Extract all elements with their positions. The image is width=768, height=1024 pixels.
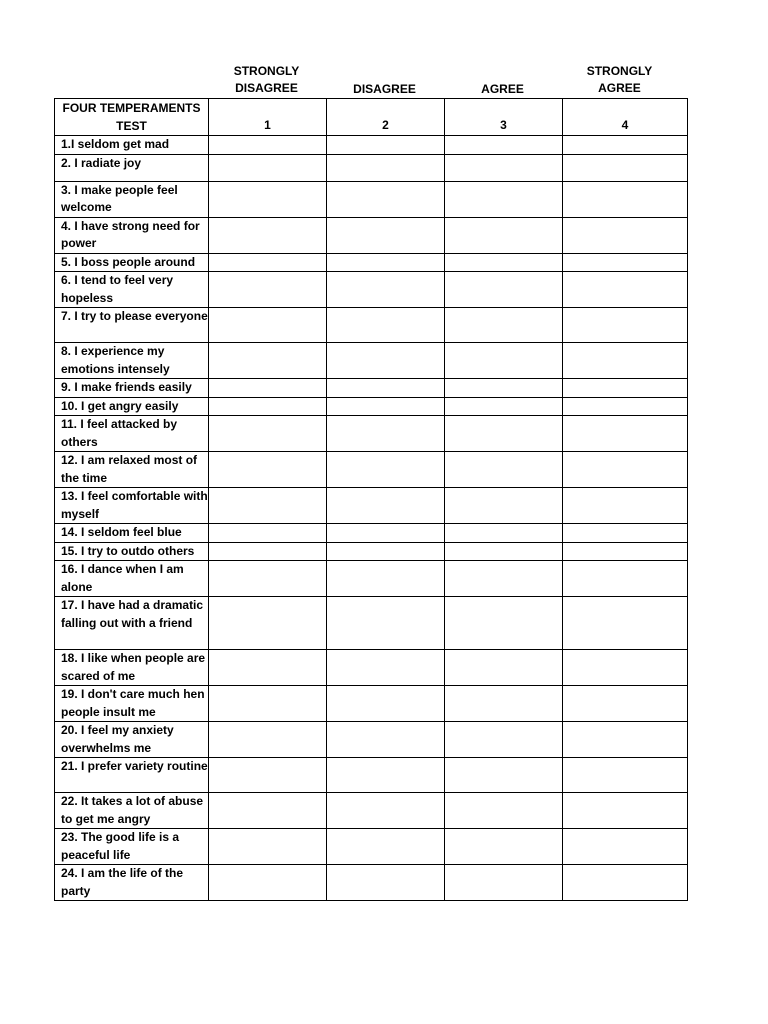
response-cell-2[interactable]: [327, 488, 445, 524]
question-text: 18. I like when people are scared of me: [55, 650, 209, 686]
question-text: 13. I feel comfortable with myself: [55, 488, 209, 524]
table-row: [55, 686, 688, 722]
question-text: 6. I tend to feel very hopeless: [55, 272, 209, 308]
question-text: 3. I make people feel welcome: [55, 181, 209, 217]
response-cell-2[interactable]: [327, 308, 445, 343]
response-cell-1[interactable]: [209, 272, 327, 308]
table-row: [55, 452, 688, 488]
response-cell-3[interactable]: [445, 524, 563, 543]
response-cell-3[interactable]: [445, 308, 563, 343]
table-row: [55, 524, 688, 543]
question-text: 8. I experience my emotions intensely: [55, 343, 209, 379]
table-row: [55, 416, 688, 452]
question-text: 4. I have strong need for power: [55, 217, 209, 253]
question-text: 9. I make friends easily: [55, 379, 209, 398]
response-cell-4[interactable]: [563, 181, 688, 217]
table-row: [55, 722, 688, 758]
response-cell-2[interactable]: [327, 542, 445, 561]
response-cell-4[interactable]: [563, 379, 688, 398]
response-cell-3[interactable]: [445, 542, 563, 561]
question-text: 16. I dance when I am alone: [55, 561, 209, 597]
table-row: [55, 793, 688, 829]
response-cell-4[interactable]: [563, 343, 688, 379]
question-text: 10. I get angry easily: [55, 397, 209, 416]
table-row: [55, 542, 688, 561]
response-cell-1[interactable]: [209, 865, 327, 901]
question-text: 22. It takes a lot of abuse to get me angry: [55, 793, 209, 829]
table-row: [55, 650, 688, 686]
response-cell-4[interactable]: [563, 650, 688, 686]
question-text: 19. I don't care much hen people insult me: [55, 686, 209, 722]
response-cell-1[interactable]: [209, 758, 327, 793]
response-cell-1[interactable]: [209, 416, 327, 452]
table-row: [55, 597, 688, 650]
response-cell-1[interactable]: [209, 561, 327, 597]
table-row: [55, 829, 688, 865]
scale-label-strongly-agree: STRONGLY AGREE: [586, 64, 653, 95]
response-cell-1[interactable]: [209, 452, 327, 488]
response-cell-1[interactable]: [209, 308, 327, 343]
response-cell-3[interactable]: [445, 865, 563, 901]
response-cell-3[interactable]: [445, 416, 563, 452]
response-cell-3[interactable]: [445, 452, 563, 488]
response-cell-3[interactable]: [445, 343, 563, 379]
table-row: [55, 217, 688, 253]
question-text: 15. I try to outdo others: [55, 542, 209, 561]
response-cell-1[interactable]: [209, 488, 327, 524]
response-cell-1[interactable]: [209, 181, 327, 217]
response-cell-4[interactable]: [563, 253, 688, 272]
response-cell-4[interactable]: [563, 597, 688, 650]
response-cell-4[interactable]: [563, 136, 688, 155]
response-cell-2[interactable]: [327, 793, 445, 829]
response-cell-3[interactable]: [445, 397, 563, 416]
response-cell-2[interactable]: [327, 597, 445, 650]
table-row: [55, 181, 688, 217]
table-row: [55, 154, 688, 181]
response-cell-1[interactable]: [209, 793, 327, 829]
response-cell-3[interactable]: [445, 686, 563, 722]
response-cell-4[interactable]: [563, 722, 688, 758]
table-row: [55, 343, 688, 379]
response-cell-2[interactable]: [327, 343, 445, 379]
scale-number-4: 4: [563, 99, 688, 136]
response-cell-3[interactable]: [445, 253, 563, 272]
response-cell-3[interactable]: [445, 136, 563, 155]
question-text: 12. I am relaxed most of the time: [55, 452, 209, 488]
response-cell-3[interactable]: [445, 272, 563, 308]
response-cell-2[interactable]: [327, 154, 445, 181]
response-cell-1[interactable]: [209, 154, 327, 181]
question-text: 23. The good life is a peaceful life: [55, 829, 209, 865]
response-cell-1[interactable]: [209, 379, 327, 398]
table-header-row: [55, 99, 688, 136]
temperament-survey-table: [54, 98, 688, 901]
table-row: [55, 308, 688, 343]
response-cell-4[interactable]: [563, 686, 688, 722]
response-cell-3[interactable]: [445, 488, 563, 524]
table-row: [55, 758, 688, 793]
response-cell-3[interactable]: [445, 722, 563, 758]
response-cell-2[interactable]: [327, 758, 445, 793]
response-cell-3[interactable]: [445, 561, 563, 597]
response-cell-2[interactable]: [327, 217, 445, 253]
response-cell-4[interactable]: [563, 829, 688, 865]
table-row: [55, 272, 688, 308]
question-text: 2. I radiate joy: [55, 154, 209, 181]
response-cell-3[interactable]: [445, 650, 563, 686]
response-cell-2[interactable]: [327, 397, 445, 416]
response-cell-1[interactable]: [209, 253, 327, 272]
scale-number-2: 2: [327, 99, 445, 136]
response-cell-1[interactable]: [209, 650, 327, 686]
table-row: [55, 136, 688, 155]
response-cell-1[interactable]: [209, 542, 327, 561]
question-text: 24. I am the life of the party: [55, 865, 209, 901]
response-cell-2[interactable]: [327, 416, 445, 452]
response-cell-1[interactable]: [209, 597, 327, 650]
table-row: [55, 253, 688, 272]
table-row: [55, 865, 688, 901]
response-cell-2[interactable]: [327, 561, 445, 597]
response-cell-4[interactable]: [563, 561, 688, 597]
response-cell-2[interactable]: [327, 136, 445, 155]
table-row: [55, 379, 688, 398]
response-cell-1[interactable]: [209, 829, 327, 865]
response-cell-4[interactable]: [563, 217, 688, 253]
response-cell-2[interactable]: [327, 524, 445, 543]
response-cell-4[interactable]: [563, 865, 688, 901]
table-row: [55, 397, 688, 416]
scale-label-agree: AGREE: [481, 81, 524, 96]
response-cell-1[interactable]: [209, 524, 327, 543]
scale-label-strongly-disagree: STRONGLY DISAGREE: [233, 64, 300, 95]
response-cell-4[interactable]: [563, 272, 688, 308]
response-cell-3[interactable]: [445, 829, 563, 865]
response-cell-4[interactable]: [563, 452, 688, 488]
response-cell-4[interactable]: [563, 308, 688, 343]
response-cell-4[interactable]: [563, 416, 688, 452]
table-row: [55, 561, 688, 597]
response-cell-1[interactable]: [209, 136, 327, 155]
question-text: 20. I feel my anxiety overwhelms me: [55, 722, 209, 758]
question-text: 14. I seldom feel blue: [55, 524, 209, 543]
response-cell-3[interactable]: [445, 181, 563, 217]
response-cell-1[interactable]: [209, 397, 327, 416]
scale-label-disagree: DISAGREE: [353, 81, 416, 96]
response-cell-2[interactable]: [327, 829, 445, 865]
response-cell-4[interactable]: [563, 397, 688, 416]
response-cell-2[interactable]: [327, 865, 445, 901]
response-cell-2[interactable]: [327, 253, 445, 272]
question-text: 5. I boss people around: [55, 253, 209, 272]
response-cell-2[interactable]: [327, 379, 445, 398]
question-text: 1.I seldom get mad: [55, 136, 209, 155]
response-cell-4[interactable]: [563, 758, 688, 793]
question-text: 7. I try to please everyone: [55, 308, 209, 343]
response-cell-2[interactable]: [327, 272, 445, 308]
question-text: 17. I have had a dramatic falling out with a friend: [55, 597, 209, 650]
response-cell-2[interactable]: [327, 722, 445, 758]
response-cell-1[interactable]: [209, 722, 327, 758]
response-cell-2[interactable]: [327, 686, 445, 722]
response-cell-2[interactable]: [327, 452, 445, 488]
response-cell-2[interactable]: [327, 650, 445, 686]
response-cell-3[interactable]: [445, 597, 563, 650]
response-cell-1[interactable]: [209, 343, 327, 379]
scale-number-1: 1: [209, 99, 327, 136]
response-cell-3[interactable]: [445, 379, 563, 398]
response-cell-4[interactable]: [563, 542, 688, 561]
response-cell-3[interactable]: [445, 758, 563, 793]
response-cell-2[interactable]: [327, 181, 445, 217]
response-cell-3[interactable]: [445, 217, 563, 253]
response-cell-4[interactable]: [563, 154, 688, 181]
question-text: 11. I feel attacked by others: [55, 416, 209, 452]
scale-number-3: 3: [445, 99, 563, 136]
scale-headers: [0, 62, 768, 98]
response-cell-4[interactable]: [563, 488, 688, 524]
response-cell-1[interactable]: [209, 217, 327, 253]
response-cell-3[interactable]: [445, 154, 563, 181]
table-title-text: FOUR TEMPERAMENTS TEST: [62, 101, 201, 133]
response-cell-1[interactable]: [209, 686, 327, 722]
table-row: [55, 488, 688, 524]
table-title: [55, 99, 209, 136]
response-cell-4[interactable]: [563, 524, 688, 543]
response-cell-3[interactable]: [445, 793, 563, 829]
question-text: 21. I prefer variety routine: [55, 758, 209, 793]
response-cell-4[interactable]: [563, 793, 688, 829]
